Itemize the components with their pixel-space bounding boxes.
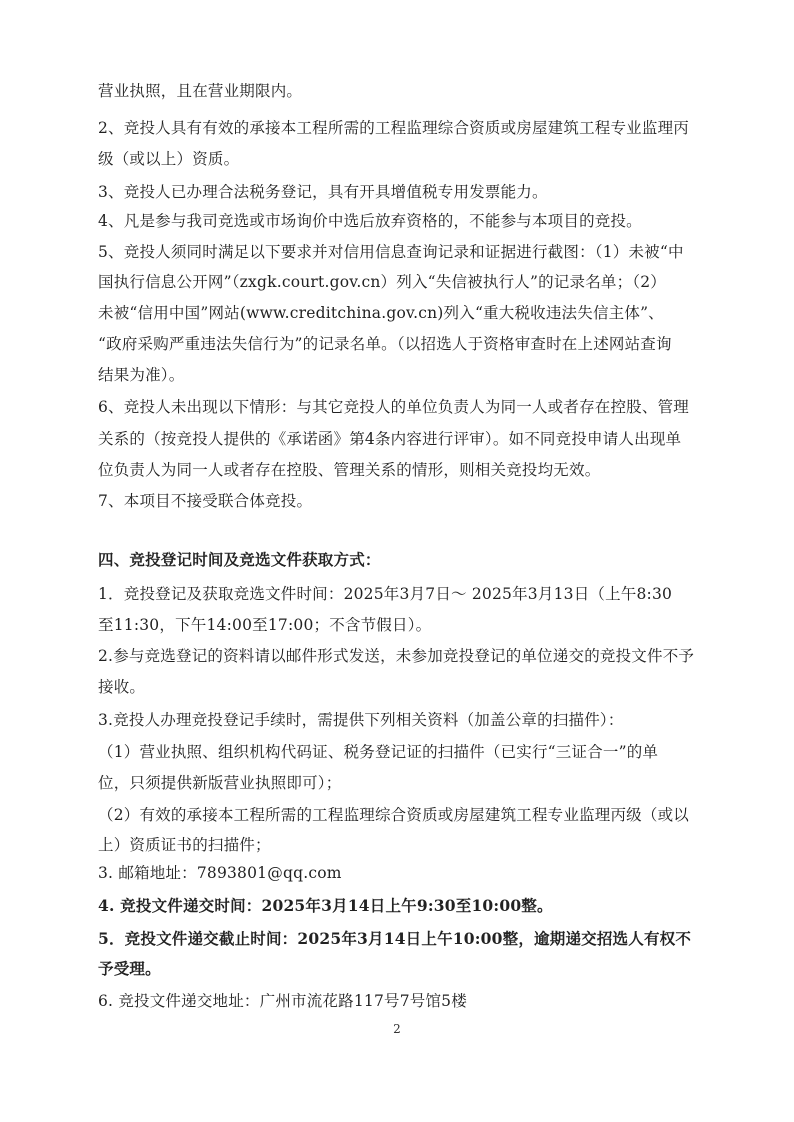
page-number: 2 [393, 1022, 401, 1036]
paragraph-line: 1．竞投登记及获取竞选文件时间：2025年3月7日～ 2025年3月13日（上午8:30 [98, 585, 673, 603]
paragraph-line: 营业执照，且在营业期限内。 [98, 82, 303, 100]
paragraph-line: （2）有效的承接本工程所需的工程监理综合资质或房屋建筑工程专业监理丙级（或以 [98, 806, 689, 824]
paragraph-line: 6、竞投人未出现以下情形：与其它竞投人的单位负责人为同一人或者存在控股、管理 [98, 398, 689, 416]
paragraph-line: （1）营业执照、组织机构代码证、税务登记证的扫描件（已实行“三证合一”的单 [98, 743, 659, 761]
paragraph-line: 至11:30，下午14:00至17:00；不含节假日）。 [98, 616, 432, 634]
paragraph-line: 关系的（按竞投人提供的《承诺函》第4条内容进行评审）。如不同竞投申请人出现单 [98, 430, 682, 448]
paragraph-line: 国执行信息公开网”（zxgk.court.gov.cn）列入“失信被执行人”的记录名单；（2） [98, 273, 667, 291]
submission-time-line: 4. 竞投文件递交时间：2025年3月14日上午9:30至10:00整。 [98, 896, 553, 915]
email-line: 3. 邮箱地址：7893801@qq.com [98, 864, 342, 882]
paragraph-line: 4、凡是参与我司竞选或市场询价中选后放弃资格的，不能参与本项目的竞投。 [98, 212, 642, 230]
section-heading: 四、竞投登记时间及竞选文件获取方式： [98, 550, 381, 569]
paragraph-line: 5、竞投人须同时满足以下要求并对信用信息查询记录和证据进行截图：（1）未被“中 [98, 243, 684, 261]
paragraph-line: 2、竞投人具有有效的承接本工程所需的工程监理综合资质或房屋建筑工程专业监理丙 [98, 119, 689, 137]
paragraph-line: 接收。 [98, 678, 146, 696]
paragraph-line: 级（或以上）资质。 [98, 150, 240, 168]
paragraph-line: 未被“信用中国”网站(www.creditchina.gov.cn)列入“重大税收违法失信主体”、 [98, 304, 664, 322]
deadline-line-continued: 予受理。 [98, 959, 161, 978]
paragraph-line: 位负责人为同一人或者存在控股、管理关系的情形，则相关竞投均无效。 [98, 461, 601, 479]
paragraph-line: 结果为准）。 [98, 366, 185, 384]
paragraph-line: 3、竞投人已办理合法税务登记，具有开具增值税专用发票能力。 [98, 183, 548, 201]
paragraph-line: 3.竞投人办理竞投登记手续时，需提供下列相关资料（加盖公章的扫描件）： [98, 711, 624, 729]
address-line: 6. 竞投文件递交地址：广州市流花路117号7号馆5楼 [98, 992, 467, 1010]
deadline-line: 5．竞投文件递交截止时间：2025年3月14日上午10:00整，逾期递交招选人有权不 [98, 929, 692, 948]
paragraph-line: 上）资质证书的扫描件； [98, 836, 271, 854]
paragraph-line: 2.参与竞选登记的资料请以邮件形式发送，未参加竞投登记的单位递交的竞投文件不予 [98, 647, 695, 665]
paragraph-line: 7、本项目不接受联合体竞投。 [98, 492, 313, 510]
paragraph-line: 位，只须提供新版营业执照即可）； [98, 774, 342, 792]
paragraph-line: “政府采购严重违法失信行为”的记录名单。（以招选人于资格审查时在上述网站查询 [98, 335, 672, 353]
